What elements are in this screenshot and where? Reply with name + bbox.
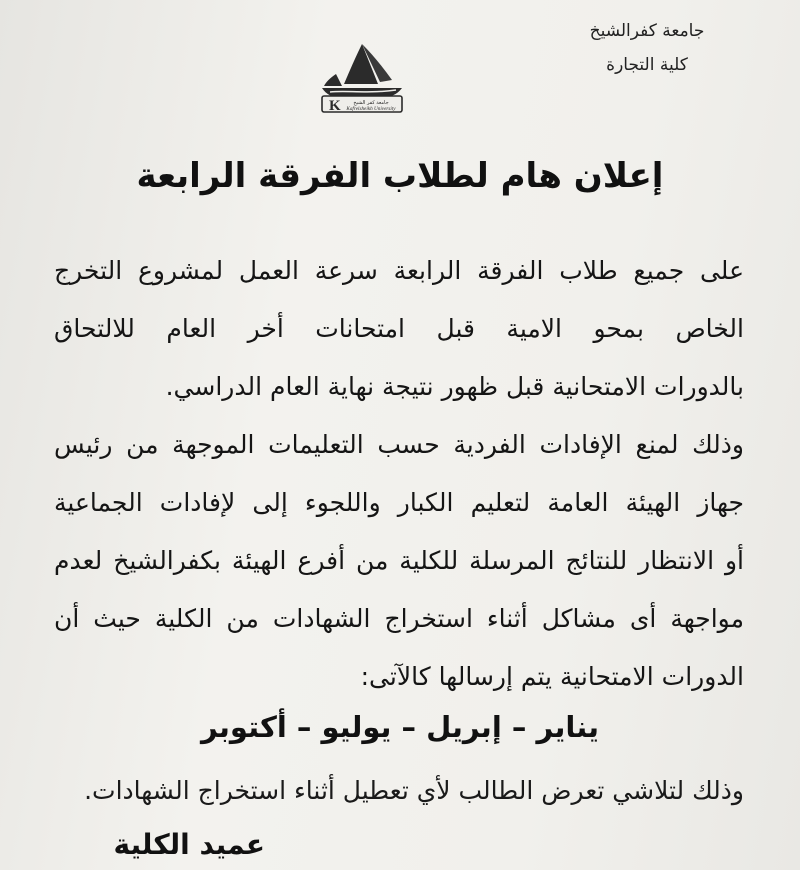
body-line: مواجهة أى مشاكل أثناء استخراج الشهادات من الكلية حيث أن (54, 604, 744, 633)
exam-months: يناير – إبريل – يوليو – أكتوبر (201, 710, 599, 744)
closing-note: وذلك لتلاشي تعرض الطالب لأي تعطيل أثناء استخراج الشهادات. (84, 776, 744, 805)
announcement-body (54, 242, 744, 706)
university-name: جامعة كفرالشيخ (589, 21, 705, 41)
body-line: الدورات الامتحانية يتم إرسالها كالآتى: (360, 662, 744, 691)
body-line: بالدورات الامتحانية قبل ظهور نتيجة نهاية العام الدراسي. (165, 372, 744, 401)
logo-english-text: Kafrelsheikh University (346, 106, 396, 112)
sailboat-icon (322, 44, 402, 98)
logo-arabic-text: جامعة كفر الشيخ (353, 100, 389, 106)
dean-signature: عميد الكلية (113, 828, 265, 861)
body-line: على جميع طلاب الفرقة الرابعة سرعة العمل لمشروع التخرج (54, 256, 744, 285)
institution-header (582, 14, 712, 82)
body-line: الخاص بمحو الامية قبل امتحانات أخر العام للالتحاق (54, 314, 744, 343)
university-logo (316, 40, 408, 116)
faculty-name: كلية التجارة (606, 55, 688, 75)
body-line: جهاز الهيئة العامة لتعليم الكبار واللجوء إلى لإفادات الجماعية (54, 488, 744, 517)
logo-letter: K (329, 98, 341, 114)
announcement-title: إعلان هام لطلاب الفرقة الرابعة (136, 156, 664, 196)
body-line: وذلك لمنع الإفادات الفردية حسب التعليمات الموجهة من رئيس (54, 430, 744, 459)
body-line: أو الانتظار للنتائج المرسلة للكلية من أفرع الهيئة بكفرالشيخ لعدم (54, 546, 744, 575)
